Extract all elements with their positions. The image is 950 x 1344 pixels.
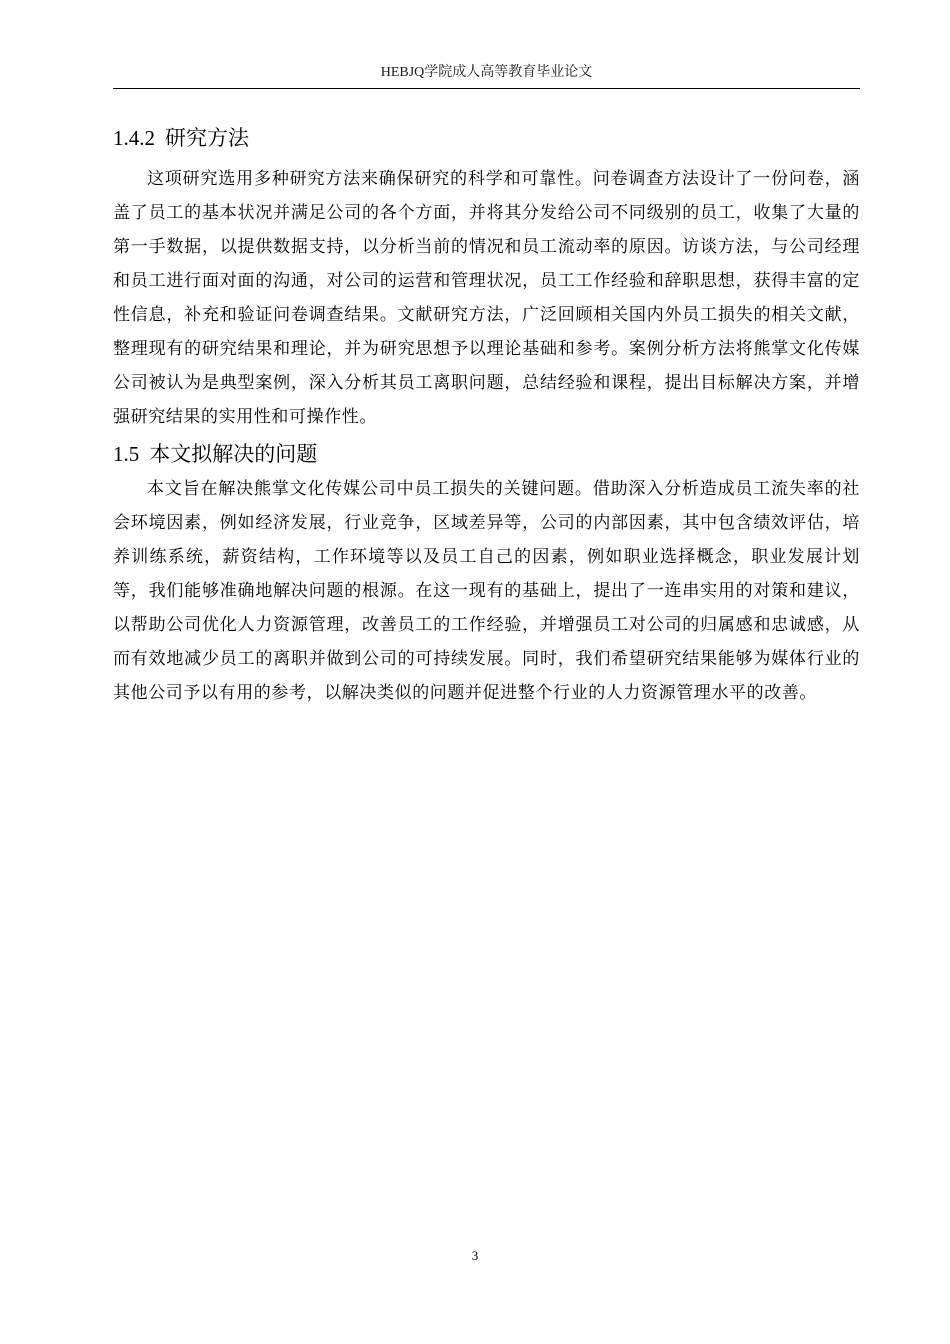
page-content bbox=[113, 120, 860, 710]
page-header: HEBJQ学院成人高等教育毕业论文 bbox=[380, 65, 593, 80]
page-number: 3 bbox=[471, 1248, 479, 1263]
section-number: 1.4.2 bbox=[113, 126, 155, 150]
section-title: 本文拟解决的问题 bbox=[149, 442, 318, 466]
section-heading-1-5 bbox=[113, 438, 860, 470]
section-number: 1.5 bbox=[113, 442, 140, 466]
section-heading-1-4-2 bbox=[113, 122, 860, 154]
section-paragraph-problems-to-solve: 本文旨在解决熊掌文化传媒公司中员工损失的关键问题。借助深入分析造成员工流失率的社会环境因素，例如经济发展，行业竞争，区域差异等，公司的内部因素，其中包含绩效评估，培养训练系统，薪资结构，工作环境等以及员工自己的因素，例如职业选择概念，职业发展计划等，我们能够准确地解决问题的根源。在这一现有的基础上，提出了一连串实用的对策和建议，以帮助公司优化人力资源管理，改善员工的工作经验，并增强员工对公司的归属感和忠诚感，从而有效地减少员工的离职并做到公司的可持续发展。同时，我们希望研究结果能够为媒体行业的其他公司予以有用的参考，以解决类似的问题并促进整个行业的人力资源管理水平的改善。 bbox=[113, 479, 860, 703]
section-title: 研究方法 bbox=[165, 126, 249, 150]
section-paragraph-research-methods: 这项研究选用多种研究方法来确保研究的科学和可靠性。问卷调查方法设计了一份问卷，涵盖了员工的基本状况并满足公司的各个方面，并将其分发给公司不同级别的员工，收集了大量的第一手数据，以提供数据支持，以分析当前的情况和员工流动率的原因。访谈方法，与公司经理和员工进行面对面的沟通，对公司的运营和管理状况，员工工作经验和辞职思想，获得丰富的定性信息，补充和验证问卷调查结果。文献研究方法，广泛回顾相关国内外员工损失的相关文献，整理现有的研究结果和理论，并为研究思想予以理论基础和参考。案例分析方法将熊掌文化传媒公司被认为是典型案例，深入分析其员工离职问题，总结经验和课程，提出目标解决方案，并增强研究结果的实用性和可操作性。 bbox=[113, 169, 860, 427]
header-divider bbox=[113, 88, 860, 89]
